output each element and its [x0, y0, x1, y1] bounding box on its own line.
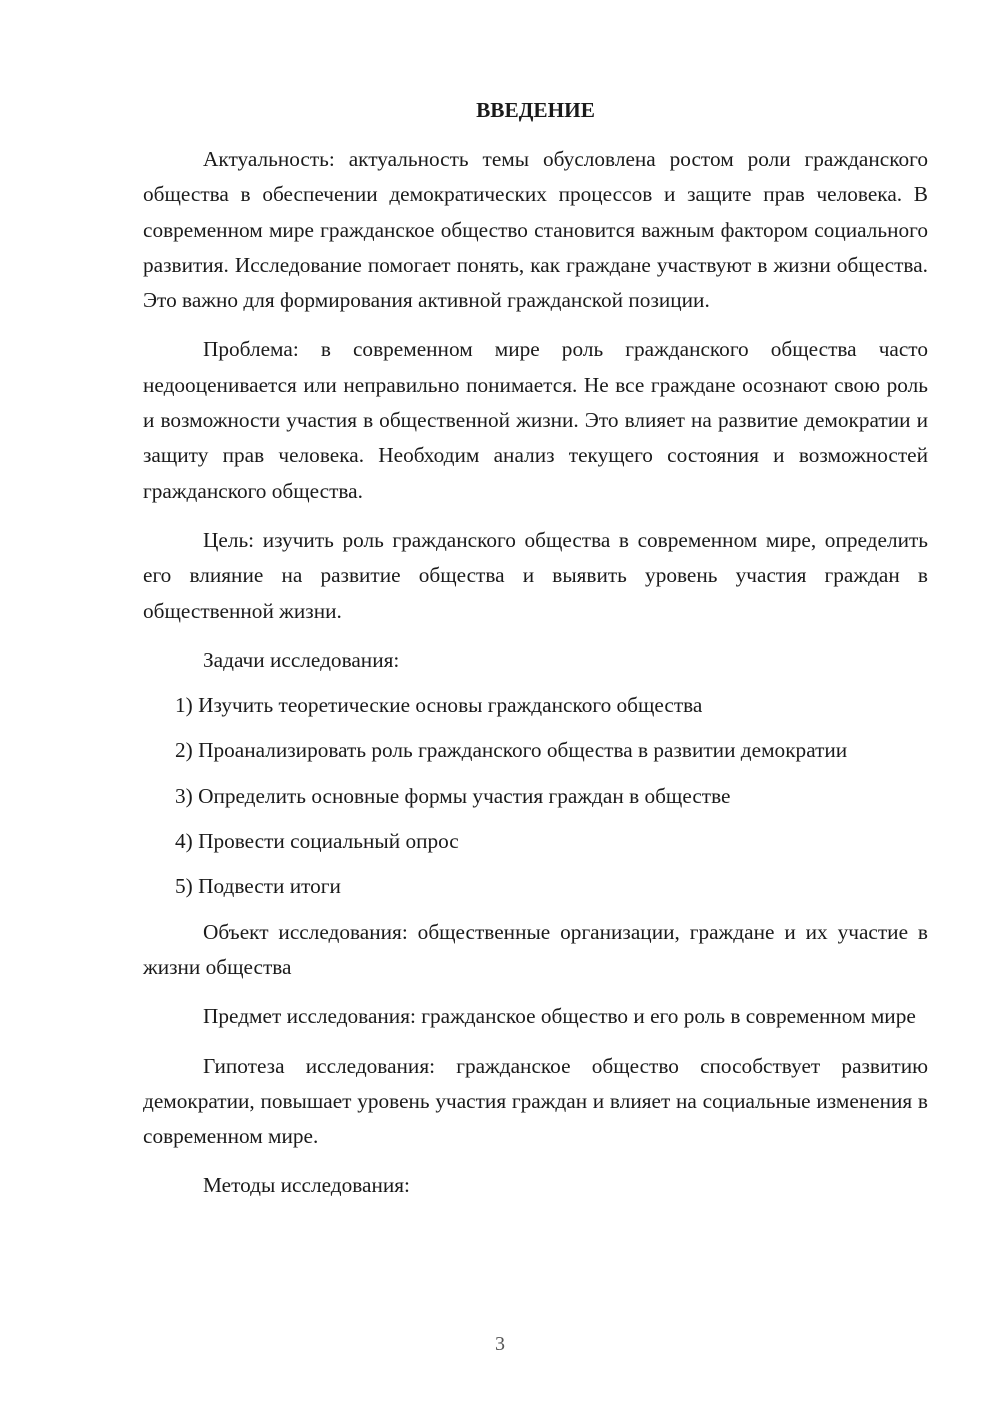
object-paragraph: Объект исследования: общественные организации, граждане и их участие в жизни общества	[143, 919, 928, 979]
actuality-paragraph: Актуальность: актуальность темы обусловлена ростом роли гражданского общества в обеспечении демократических процессов и защите прав человека. В современном мире гражданское общество становится важным фактором социального развития. Исследование помогает понять, как граждане участвуют в жизни общества. Это важно для формирования активной гражданской позиции.	[143, 147, 928, 313]
methods-heading: Методы исследования:	[203, 1173, 410, 1198]
problem-paragraph: Проблема: в современном мире роль гражданского общества часто недооценивается или неправильно понимается. Не все граждане осознают свою роль и возможности участия в общественной жизни. Это влияет на развитие демократии и защиту прав человека. Необходим анализ текущего состояния и возможностей гражданского общества.	[143, 337, 928, 503]
document-page	[143, 92, 928, 1218]
tasks-heading: Задачи исследования:	[203, 647, 400, 672]
task-item-4: 4) Провести социальный опрос	[175, 829, 459, 854]
subject-paragraph: Предмет исследования: гражданское общество и его роль в современном мире	[203, 1004, 916, 1029]
task-item-3: 3) Определить основные формы участия граждан в обществе	[175, 783, 731, 808]
task-item-1: 1) Изучить теоретические основы гражданского общества	[175, 693, 703, 718]
page-number: 3	[495, 1333, 505, 1355]
goal-paragraph: Цель: изучить роль гражданского общества в современном мире, определить его влияние на развитие общества и выявить уровень участия граждан в общественной жизни.	[143, 527, 928, 623]
hypothesis-paragraph: Гипотеза исследования: гражданское общество способствует развитию демократии, повышает уровень участия граждан и влияет на социальные изменения в современном мире.	[143, 1053, 928, 1149]
task-item-2: 2) Проанализировать роль гражданского общества в развитии демократии	[175, 738, 848, 763]
page-title: ВВЕДЕНИЕ	[476, 98, 595, 122]
task-item-5: 5) Подвести итоги	[175, 874, 341, 899]
